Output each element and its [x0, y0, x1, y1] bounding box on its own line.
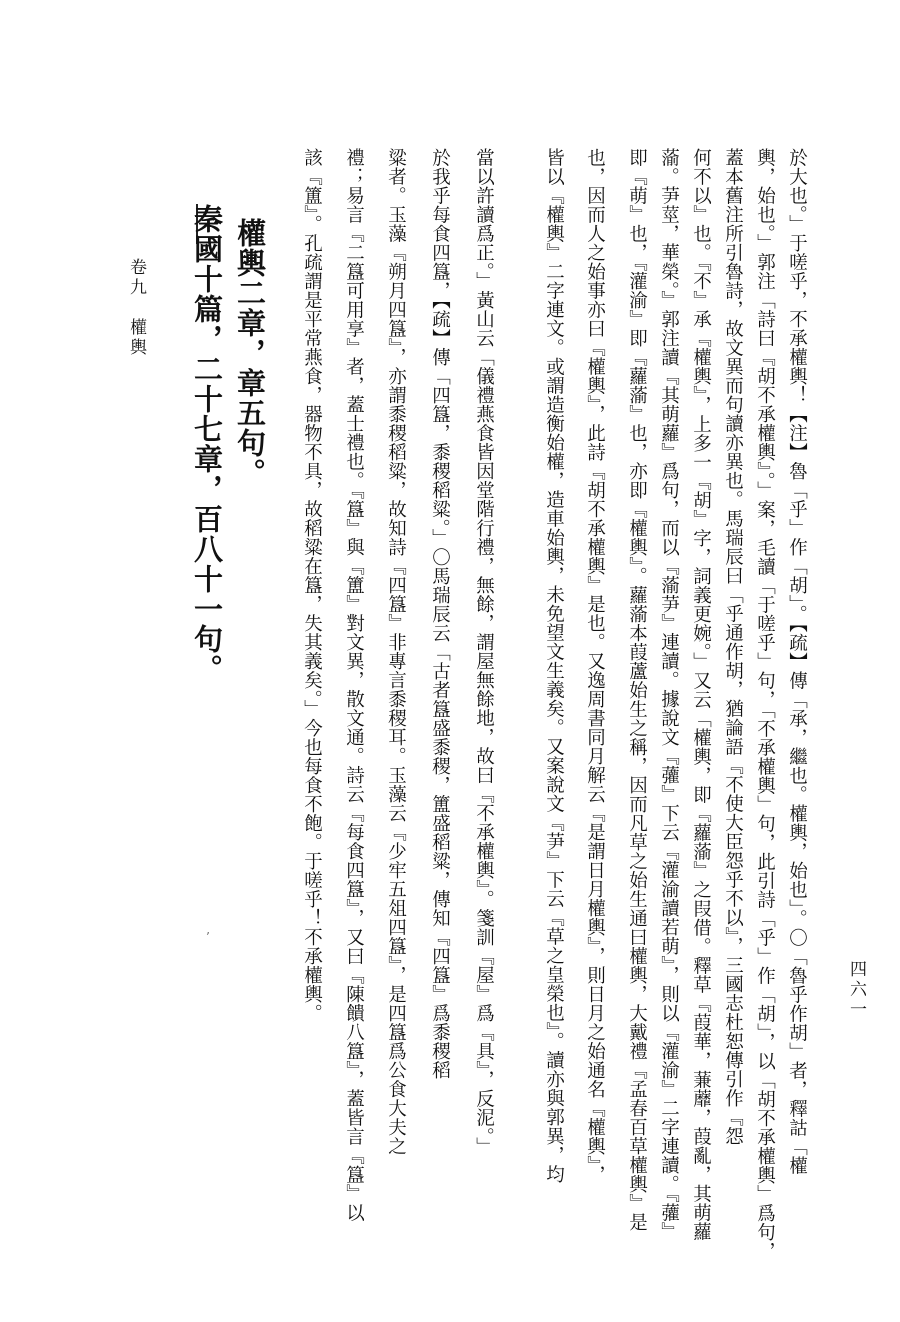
text-column-8: 皆以『權輿』二字連文。或謂造衡始權，造車始輿，未免望文生義矣。又案說文『芛』下云『草之皇榮也』。讀亦與郭異，均 [543, 148, 565, 1184]
text-column-1: 於大也。」于嗟乎，不承權輿！【注】魯「乎」作「胡」。【疏】傳「承，繼也。權輿，始也」。〇「魯乎作胡」者，釋詁「權 [786, 148, 808, 1175]
text-column-13: 該『簠』。孔疏謂是平常燕食，器物不具，故稻粱在簋，失其義矣。」今也每食不飽。于嗟乎！不承權輿。 [301, 148, 323, 1023]
text-column-12: 禮；易言『二簋可用享』者，蓋士禮也。『簋』與『簠』對文異，散文通。詩云『每食四簋』，又曰『陳饋八簋』，蓋皆言『簋』以 [343, 148, 365, 1223]
text-column-9: 當以許讀爲正。」黃山云「儀禮燕食皆因堂階行禮，無餘，謂屋無餘地，故曰『不承權輿』。箋訓『屋』爲『具』，反泥。」 [473, 148, 495, 1156]
text-column-2: 輿，始也。」郭注「詩曰『胡不承權輿』。」案，毛讀「于嗟乎」句，「不承權輿」句，此引詩「乎」作「胡」，以「胡不承權輿」爲句， [754, 148, 776, 1261]
page-number: 四六一 [846, 960, 866, 1020]
text-column-4: 何不以』也。『不』承『權輿』，上多一『胡』字，詞義更婉。」又云「權輿，即『蘿蕍』之叚借。釋草『葭華，蒹蘼，葭亂，其萌蘿 [690, 148, 712, 1242]
text-column-3: 蓋本舊注所引魯詩，故文異而句讀亦異也。馬瑞辰曰「乎通作胡，猶論語『不使大臣怨乎不以』，三國志杜恕傳引作『怨 [722, 148, 744, 1146]
text-column-10: 於我乎每食四簋，【疏】傳「四簋，黍稷稻粱。」〇馬瑞辰云「古者簋盛黍稷，簠盛稻粱，傳知『四簋』爲黍稷稻 [429, 148, 451, 1080]
section-summary-line: 秦國十篇，二十七章，百八十一句。 [190, 204, 224, 684]
stray-mark: ’ [206, 930, 210, 944]
running-header: 卷九 權輿 [126, 258, 146, 358]
text-column-6: 即『萌』也，『灌渝』即『蘿蕍』也，亦即『權輿』。蘿蕍本葭蘆始生之稱，因而凡草之始生通曰權輿，大戴禮『孟春百草權輿』是 [626, 148, 648, 1232]
text-column-5: 蕍。芛莖，華榮。』郭注讀『其萌蘿』爲句，而以『蕍芛』連讀。據說文『虇』下云『灌渝讀若萌』，則以『灌渝』二字連讀。『虇』 [658, 148, 680, 1242]
text-column-11: 粱者。玉藻『朔月四簋』，亦謂黍稷稻粱，故知詩『四簋』非專言黍稷耳。玉藻云『少牢五俎四簋』，是四簋爲公食大夫之 [385, 148, 407, 1156]
chapter-count-line: 權輿二章，章五句。 [233, 218, 267, 488]
text-column-7: 也，因而人之始事亦曰『權輿』，此詩『胡不承權輿』是也。又逸周書同月解云『是謂日月權輿』，則日月之始通名『權輿』， [584, 148, 606, 1185]
